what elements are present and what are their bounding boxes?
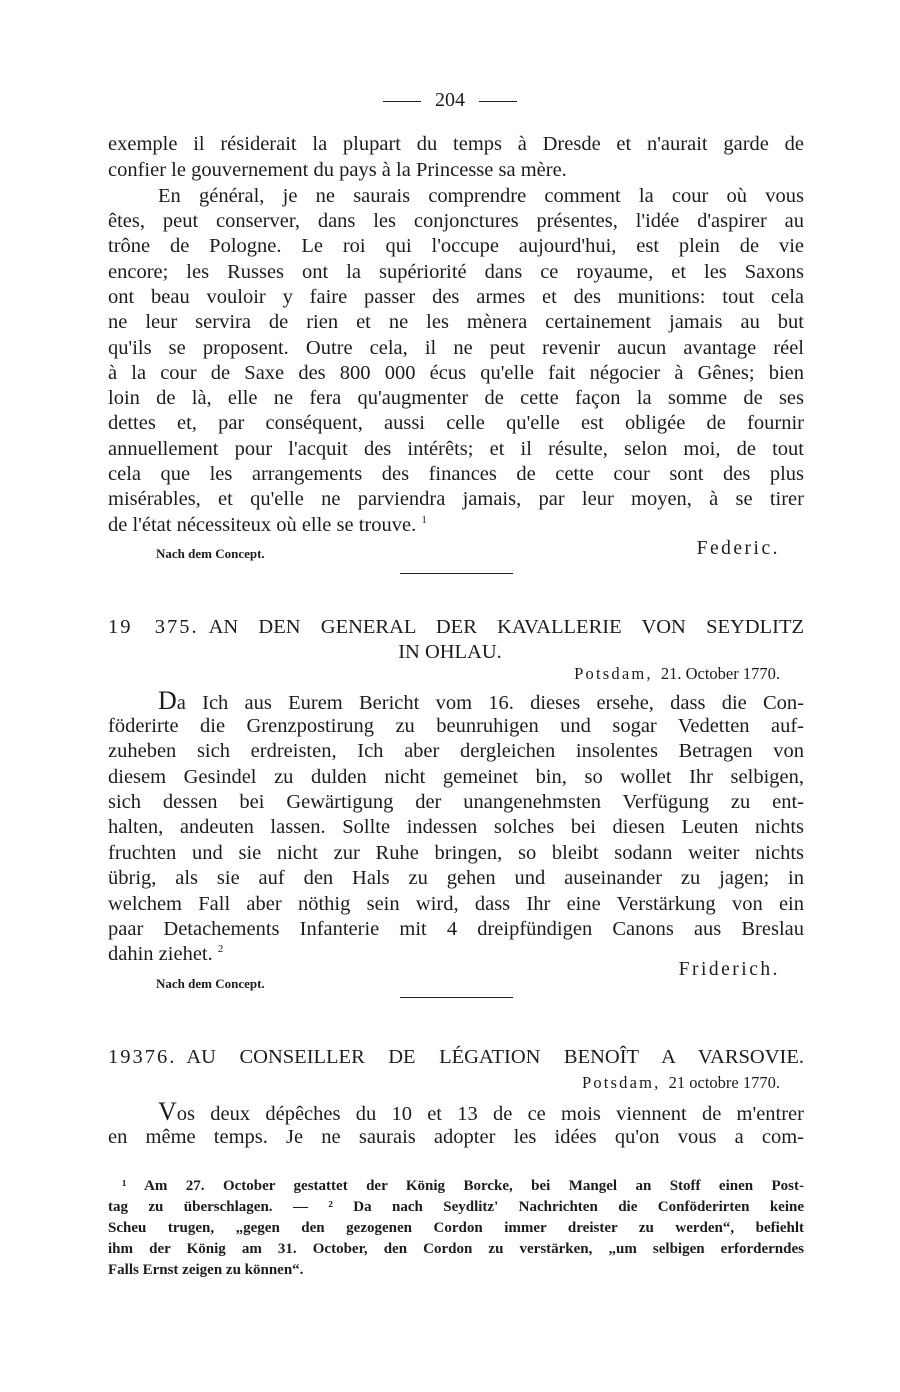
initial-letter: V <box>158 1097 177 1126</box>
paragraph-line: En général, je ne saurais comprendre comment la cour où vous <box>158 185 804 207</box>
header-dash-right <box>479 101 517 102</box>
paragraph-line-text: dahin ziehet. <box>108 943 213 965</box>
letter-heading <box>108 1045 804 1070</box>
paragraph-line: à la cour de Saxe des 800 000 écus qu'elle fait négocier à Gênes; bien <box>108 362 804 384</box>
dateline-place: Potsdam, <box>581 1073 661 1092</box>
paragraph-line: welchem Fall aber nöthig sein wird, dass Ihr eine Verstärkung von ein <box>108 893 804 915</box>
paragraph-line: exemple il résiderait la plupart du temps à Dresde et n'aurait garde de <box>108 133 804 155</box>
paragraph-line: föderirte die Grenzpostirung zu beunruhigen und sogar Vedetten auf- <box>108 715 804 737</box>
dateline-date: 21. October 1770. <box>660 664 780 683</box>
paragraph-line: en même temps. Je ne saurais adopter les idées qu'on vous a com- <box>108 1126 804 1148</box>
letter-number: 19376. <box>108 1046 177 1068</box>
dateline <box>582 1073 780 1093</box>
paragraph-line: ne leur servira de rien et ne les mènera certainement jamais au but <box>108 311 804 333</box>
section-divider <box>400 997 513 998</box>
paragraph-line: annuellement pour l'acquit des intérêts; et il résulte, selon moi, de tout <box>108 438 804 460</box>
footnote-line: Scheu trugen, „gegen den gezogenen Cordon immer dreister zu werden“, befiehlt <box>108 1220 804 1236</box>
paragraph-line: zuheben sich erdreisten, Ich aber dergleichen insolentes Betragen von <box>108 740 804 762</box>
paragraph-line: fruchten und sie nicht zur Ruhe bringen, so bleibt sodann weiter nichts <box>108 842 804 864</box>
paragraph-line: misérables, et qu'elle ne parviendra jamais, par leur moyen, à se tirer <box>108 488 804 510</box>
paragraph-line: qu'ils se proposent. Outre cela, il ne peut revenir aucun avantage réel <box>108 337 804 359</box>
paragraph-line: cela que les arrangements des finances de cette cour sont des plus <box>108 463 804 485</box>
signature: Friderich. <box>678 959 780 980</box>
paragraph-line: sich dessen bei Gewärtigung der unangenehmsten Verfügung zu ent- <box>108 791 804 813</box>
footnote-ref: 1 <box>421 514 427 527</box>
footnote-line: Falls Ernst zeigen zu können“. <box>108 1262 304 1278</box>
paragraph-line-first <box>158 1099 804 1127</box>
paragraph-line: êtes, peut conserver, dans les conjonctures présentes, l'idée d'aspirer au <box>108 210 804 232</box>
paragraph-line: ont beau vouloir y faire passer des armes et des munitions: tout cela <box>108 286 804 308</box>
dateline-place: Potsdam, <box>574 664 653 683</box>
paragraph-line: trône de Pologne. Le roi qui l'occupe aujourd'hui, est plein de vie <box>108 235 804 257</box>
paragraph-line-first <box>158 688 804 716</box>
page-header <box>0 88 900 112</box>
header-dash-left <box>383 101 421 102</box>
dateline-date: 21 octobre 1770. <box>668 1073 780 1092</box>
paragraph-line-text: a Ich aus Eurem Bericht vom 16. dieses ersehe, dass die Con- <box>176 692 804 714</box>
source-note: Nach dem Concept. <box>156 546 265 561</box>
paragraph-line: halten, andeuten lassen. Sollte indessen solches bei diesen Leuten nichts <box>108 816 804 838</box>
source-note: Nach dem Concept. <box>156 976 265 991</box>
initial-letter: D <box>158 686 177 715</box>
footnote-ref: 2 <box>217 943 224 956</box>
signature: Federic. <box>696 538 780 559</box>
footnote-line: ¹ Am 27. October gestattet der König Borcke, bei Mangel an Stoff einen Post- <box>122 1178 804 1194</box>
section-divider <box>400 573 513 574</box>
paragraph-line: diesem Gesindel zu dulden nicht gemeinet bin, so wollet Ihr selbigen, <box>108 766 804 788</box>
letter-heading-continued: IN OHLAU. <box>398 641 502 663</box>
paragraph-line: loin de là, elle ne fera qu'augmenter de cette façon la somme de ses <box>108 387 804 409</box>
page-number: 204 <box>435 89 465 111</box>
letter-addressee: AN DEN GENERAL DER KAVALLERIE VON SEYDLITZ <box>208 616 805 638</box>
paragraph-line: übrig, als sie auf den Hals zu gehen und auseinander zu jagen; in <box>108 867 804 889</box>
paragraph-line-last <box>108 513 804 538</box>
dateline <box>574 664 780 684</box>
paragraph-line: paar Detachements Infanterie mit 4 dreipfündigen Canons aus Breslau <box>108 918 804 940</box>
paragraph-line: encore; les Russes ont la supériorité dans ce royaume, et les Saxons <box>108 261 804 283</box>
footnote-line: ihm der König am 31. October, den Cordon zu verstärken, „um selbigen erforderndes <box>108 1241 804 1257</box>
letter-number: 19 375. <box>108 616 199 638</box>
letter-addressee: AU CONSEILLER DE LÉGATION BENOÎT A VARSOVIE. <box>186 1046 804 1068</box>
letter-heading <box>108 615 804 640</box>
paragraph-line-text: os deux dépêches du 10 et 13 de ce mois viennent de m'entrer <box>176 1103 804 1125</box>
paragraph-line: confier le gouvernement du pays à la Princesse sa mère. <box>108 159 567 181</box>
paragraph-line: dettes et, par conséquent, aussi celle qu'elle est obligée de fournir <box>108 412 804 434</box>
paragraph-line-text: de l'état nécessiteux où elle se trouve. <box>108 514 417 536</box>
footnote-line: tag zu überschlagen. — ² Da nach Seydlitz' Nachrichten die Conföderirten keine <box>108 1199 804 1215</box>
